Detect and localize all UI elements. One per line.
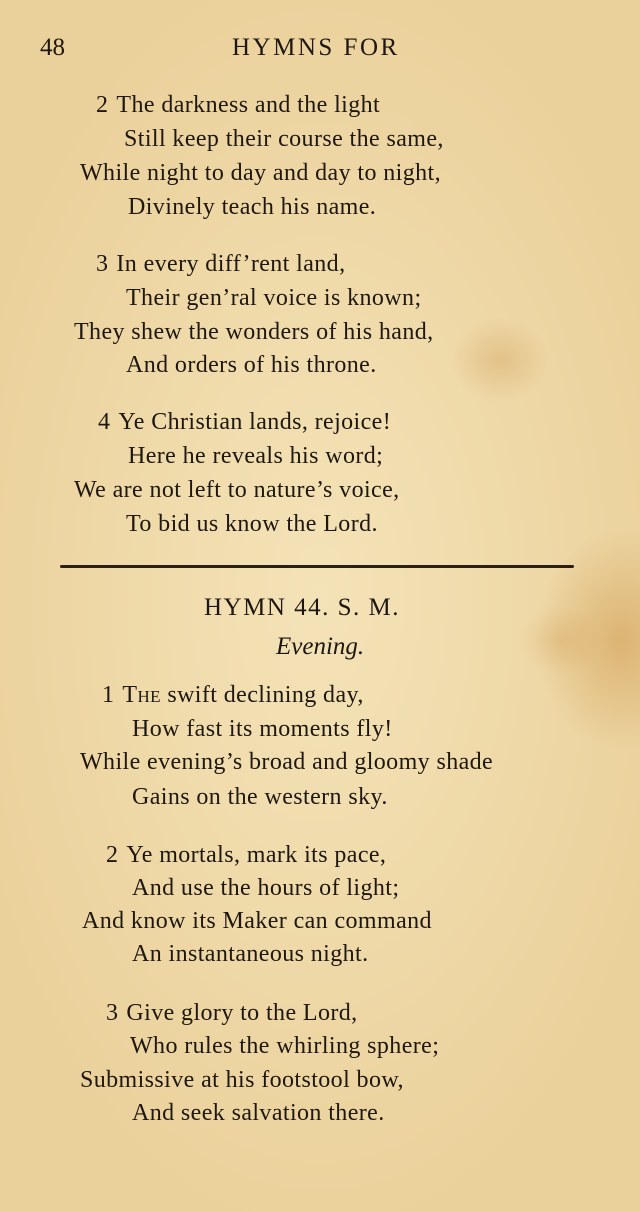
hymn-subtitle: Evening. (276, 633, 365, 660)
stanza-line: To bid us know the Lord. (126, 511, 378, 537)
stanza-number: 2 (106, 842, 119, 868)
stanza-line: And use the hours of light; (132, 875, 400, 901)
stanza-line: While night to day and day to night, (80, 160, 442, 186)
stanza-line: Who rules the whirling sphere; (130, 1033, 440, 1059)
stanza-line: While evening’s broad and gloomy shade (80, 749, 494, 775)
stanza-number: 1 (102, 682, 115, 708)
stanza-line: An instantaneous night. (132, 941, 369, 967)
stanza-line: 4 Ye Christian lands, rejoice! (98, 409, 392, 435)
stanza-line: Still keep their course the same, (124, 126, 444, 152)
stanza-line: 2 Ye mortals, mark its pace, (106, 842, 387, 868)
stanza-number: 3 (106, 1000, 119, 1026)
stanza-line: And seek salvation there. (132, 1100, 385, 1126)
stanza-line: Gains on the western sky. (132, 784, 388, 810)
running-head (0, 34, 640, 68)
stanza-number: 4 (98, 409, 111, 435)
stanza-line: Here he reveals his word; (128, 443, 384, 469)
stanza-number: 3 (96, 251, 109, 277)
stanza-line: We are not left to nature’s voice, (74, 477, 400, 503)
section-divider (60, 565, 574, 568)
stanza-line: 1 The swift declining day, (102, 682, 364, 708)
stanza-line: They shew the wonders of his hand, (74, 319, 434, 345)
stanza-line: Submissive at his footstool bow, (80, 1067, 404, 1093)
stanza-line: And orders of his throne. (126, 352, 377, 378)
stanza-number: 2 (96, 92, 109, 118)
hymn-title: HYMN 44. S. M. (204, 594, 401, 621)
stanza-line: 3 Give glory to the Lord, (106, 1000, 358, 1026)
running-title: HYMNS FOR (232, 34, 400, 61)
stanza-line: Their gen’ral voice is known; (126, 285, 422, 311)
initial-word: The (122, 682, 161, 708)
page-number: 48 (40, 34, 65, 61)
stanza-line: And know its Maker can command (82, 908, 432, 934)
stanza-line: 3 In every diff’rent land, (96, 251, 346, 277)
stanza-line: How fast its moments fly! (132, 716, 393, 742)
stanza-line: Divinely teach his name. (128, 194, 377, 220)
stanza-line: 2 The darkness and the light (96, 92, 381, 118)
